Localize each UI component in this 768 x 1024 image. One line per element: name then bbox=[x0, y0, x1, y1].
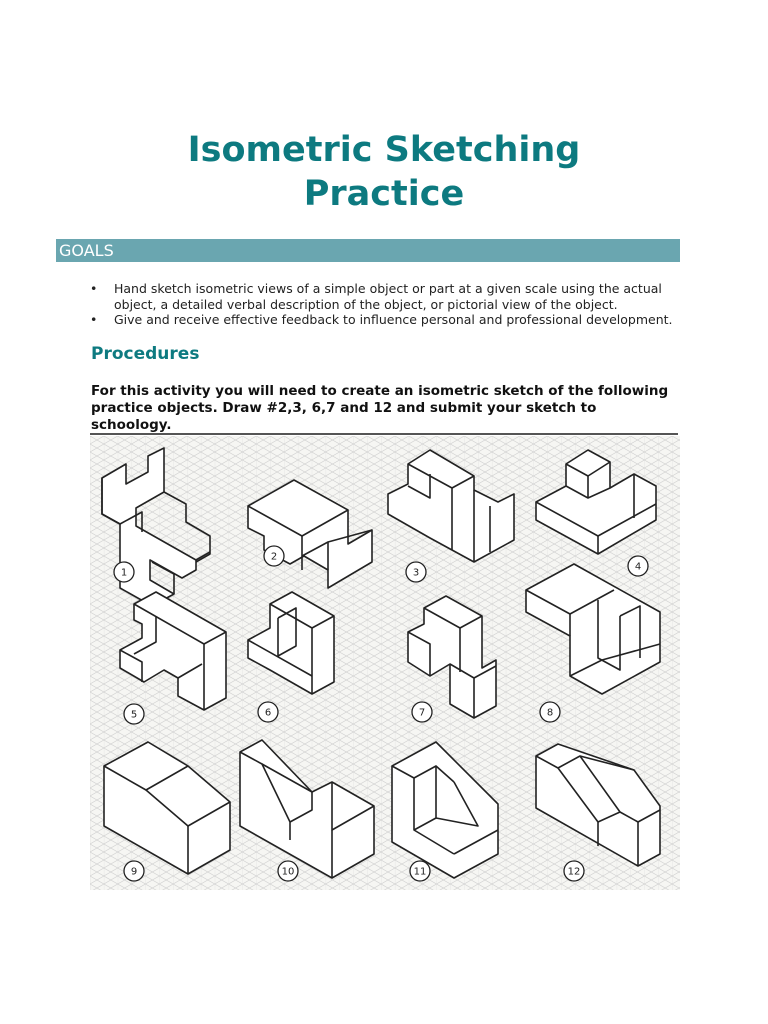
goals-list bbox=[90, 281, 680, 328]
figure-number-label: 5 bbox=[130, 709, 138, 721]
procedures-instructions: For this activity you will need to create an isometric sketch of the following practice objects. Draw #2,3, 6,7 and 12 and submit your sketch to schoology. bbox=[91, 383, 669, 433]
isometric-grid-drawing bbox=[90, 436, 680, 890]
figure-number-label: 7 bbox=[418, 707, 426, 719]
title-line-1: Isometric Sketching bbox=[187, 130, 581, 170]
divider bbox=[90, 433, 678, 435]
figure-number-label: 9 bbox=[130, 866, 138, 878]
figure-number-label: 2 bbox=[270, 551, 278, 563]
figure-number-label: 1 bbox=[120, 567, 128, 579]
figure-number-label: 10 bbox=[281, 866, 295, 878]
goal-item bbox=[90, 281, 680, 312]
figure-number-label: 12 bbox=[567, 866, 581, 878]
goals-section-bar bbox=[56, 239, 680, 262]
figure-number-label: 4 bbox=[634, 561, 642, 573]
procedures-heading: Procedures bbox=[91, 344, 200, 364]
figure-number-label: 8 bbox=[546, 707, 554, 719]
goal-item-text: Give and receive effective feedback to influence personal and professional development. bbox=[114, 312, 673, 327]
goal-item-text: Hand sketch isometric views of a simple object or part at a given scale using the actual object, a detailed verbal description of the object, or pictorial view of the object. bbox=[114, 281, 662, 312]
goals-heading: GOALS bbox=[59, 241, 114, 260]
figure-number-label: 6 bbox=[264, 707, 272, 719]
isometric-practice-sheet bbox=[90, 436, 680, 890]
figure-number-label: 3 bbox=[412, 567, 420, 579]
page-title bbox=[0, 128, 768, 216]
bullet-icon: • bbox=[90, 312, 98, 327]
figure-number-label: 11 bbox=[413, 866, 427, 878]
goal-item bbox=[90, 312, 680, 328]
bullet-icon: • bbox=[90, 281, 98, 296]
title-line-2: Practice bbox=[303, 174, 465, 214]
